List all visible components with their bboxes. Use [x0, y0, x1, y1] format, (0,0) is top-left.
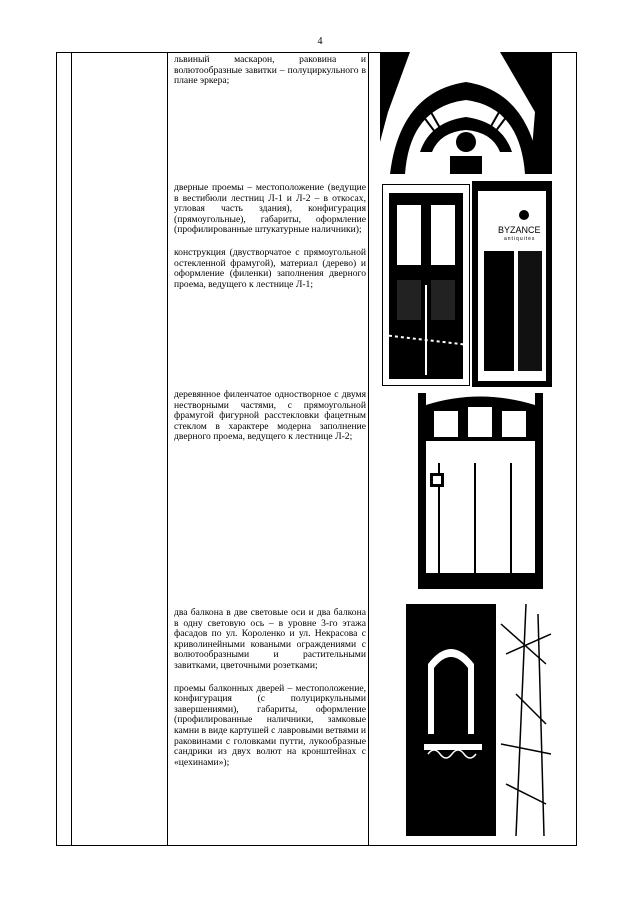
photo-bay-window-mascaron [380, 52, 552, 174]
row-4-paragraph-2: проемы балконных дверей – местоположение, конфигурация (с полуциркульными завершениями), габариты, оформление (профилированные наличники, замковые камни в виде картушей с лавровыми ветвями и раковинами с головками путти, лукообразные сандрики из двух волют на кронштейнах с «цехинами»); [174, 682, 367, 768]
row-2-text [174, 183, 366, 290]
photo-balcony [406, 604, 553, 836]
door-sign-subtitle: antiquites [504, 236, 536, 242]
row-3-text [174, 390, 366, 443]
column-divider-2 [167, 53, 168, 845]
row-4-text [174, 608, 366, 768]
photo-entrance-door-l2 [418, 393, 543, 589]
row-1-text [174, 55, 366, 87]
row-2-paragraph-1: дверные проемы – местоположение (ведущие в вестибюли лестниц Л-1 и Л-2 – в откосах, угловая часть здания), конфигурация (прямоугольные), габариты, оформление (профилированные штукатурные наличники); [174, 182, 366, 236]
column-divider-3 [368, 53, 369, 845]
photo-door-byzance [472, 181, 552, 387]
row-2-paragraph-2: конструкция (двустворчатое с прямоугольной остекленной фрамугой), материал (дерево) и оформление (филенки) заполнения дверного проема, ведущего к лестнице Л-1; [174, 246, 366, 290]
photo-entrance-door-l1 [382, 184, 470, 386]
row-3-paragraph-1: деревянное филенчатое одностворное с двумя нестворными частями, с прямоугольной фрамугой фигурной расстекловки фацетным стеклом в характере модерна заполнение дверного проема, ведущего к лестнице Л-2; [174, 389, 366, 443]
door-sign-title: BYZANCE [498, 225, 541, 235]
row-4-paragraph-1: два балкона в две световые оси и два балкона в одну световую ось – в уровне 3-го этажа фасадов по ул. Короленко и ул. Некрасова с криволинейными коваными ограждениями с волютообразными и растительными завитками, цветочными розетками; [174, 607, 366, 671]
row-1-paragraph-1: львиный маскарон, раковина и волютообразные завитки – полуциркульного в плане эркера; [174, 54, 366, 87]
page-number: 4 [317, 36, 323, 47]
column-divider-1 [71, 53, 72, 845]
